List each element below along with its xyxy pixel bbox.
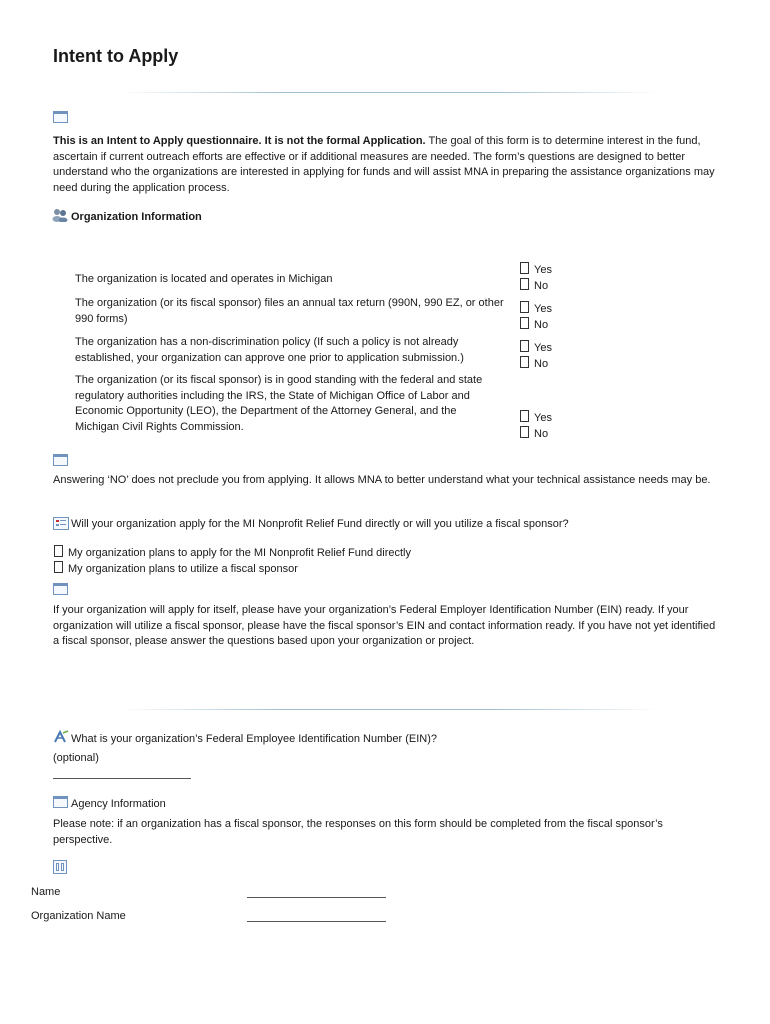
- yes-checkbox[interactable]: [520, 301, 529, 313]
- sponsor-option-direct[interactable]: My organization plans to apply for the MI Nonprofit Relief Fund directly: [54, 545, 411, 562]
- question-tax-return: The organization (or its fiscal sponsor) files an annual tax return (990N, 990 EZ, or other 990 forms): [75, 297, 504, 325]
- yes-option[interactable]: Yes: [520, 301, 552, 318]
- intro-rest: The goal of this form is to determine interest in the fund, ascertain if current outreach efforts are effective or if additional measures are needed. The form’s questions are designed to better understand who the organizations are interested in applying for funds and will assist MNA in preparing the assistance organizations may need during the application process.: [53, 135, 715, 194]
- no-note: Answering ‘NO’ does not preclude you from applying. It allows MNA to better understand what your technical assistance needs may be.: [53, 474, 711, 486]
- yes-option[interactable]: Yes: [520, 262, 552, 279]
- page-title: Intent to Apply: [53, 46, 179, 66]
- form-grid-icon: [53, 860, 67, 874]
- no-option[interactable]: No: [520, 278, 548, 295]
- field-label-organization-name: Organization Name: [31, 910, 126, 922]
- no-checkbox[interactable]: [520, 356, 529, 368]
- org-info-heading: Organization Information: [71, 211, 202, 223]
- field-label-name: Name: [31, 886, 61, 898]
- agency-heading: Agency Information: [71, 798, 166, 810]
- list-icon: [53, 517, 69, 530]
- divider: [120, 709, 660, 710]
- text-block-icon: [53, 454, 68, 466]
- ein-note: If your organization will apply for itself, please have your organization’s Federal Employer Identification Number (EIN) ready. If your organization will utilize a fiscal sponsor, please have the fiscal sponsor’s EIN and contact information ready. If you have not yet identified a fiscal sponsor, please answer the questions based upon your organization or project.: [53, 604, 716, 647]
- no-checkbox[interactable]: [520, 278, 529, 290]
- yes-checkbox[interactable]: [520, 410, 529, 422]
- no-option[interactable]: No: [520, 317, 548, 334]
- yes-option[interactable]: Yes: [520, 410, 552, 427]
- yes-checkbox[interactable]: [520, 262, 529, 274]
- ein-question-sub: (optional): [53, 752, 99, 764]
- no-option[interactable]: No: [520, 426, 548, 443]
- text-block-icon: [53, 111, 68, 123]
- ein-input[interactable]: [53, 778, 191, 779]
- intro-bold: This is an Intent to Apply questionnaire. It is not the formal Application.: [53, 135, 426, 147]
- name-input[interactable]: [247, 897, 386, 898]
- text-block-icon: [53, 796, 68, 808]
- yes-checkbox[interactable]: [520, 340, 529, 352]
- people-icon: [52, 208, 68, 222]
- organization-name-input[interactable]: [247, 921, 386, 922]
- agency-note: Please note: if an organization has a fiscal sponsor, the responses on this form should be completed from the fiscal sponsor’s perspective.: [53, 818, 663, 846]
- fiscal-checkbox[interactable]: [54, 561, 63, 573]
- no-checkbox[interactable]: [520, 317, 529, 329]
- no-option[interactable]: No: [520, 356, 548, 373]
- no-checkbox[interactable]: [520, 426, 529, 438]
- direct-checkbox[interactable]: [54, 545, 63, 557]
- divider: [120, 92, 660, 93]
- question-located-michigan: The organization is located and operates in Michigan: [75, 273, 333, 285]
- intro-paragraph: [53, 134, 723, 196]
- yes-option[interactable]: Yes: [520, 340, 552, 357]
- question-good-standing: The organization (or its fiscal sponsor) is in good standing with the federal and state regulatory authorities including the IRS, the State of Michigan Office of Labor and Economic Opportunity (LEO), the Department of the Attorney General, and the Michigan Civil Rights Commission.: [75, 374, 483, 433]
- text-block-icon: [53, 583, 68, 595]
- text-field-icon: [53, 730, 69, 744]
- sponsor-question-label: Will your organization apply for the MI Nonprofit Relief Fund directly or will you utilize a fiscal sponsor?: [71, 518, 569, 530]
- question-non-discrimination: The organization has a non-discrimination policy (If such a policy is not already established, your organization can approve one prior to application submission.): [75, 336, 464, 364]
- ein-question-label: What is your organization’s Federal Employee Identification Number (EIN)?: [71, 733, 438, 745]
- sponsor-option-fiscal[interactable]: My organization plans to utilize a fiscal sponsor: [54, 561, 298, 578]
